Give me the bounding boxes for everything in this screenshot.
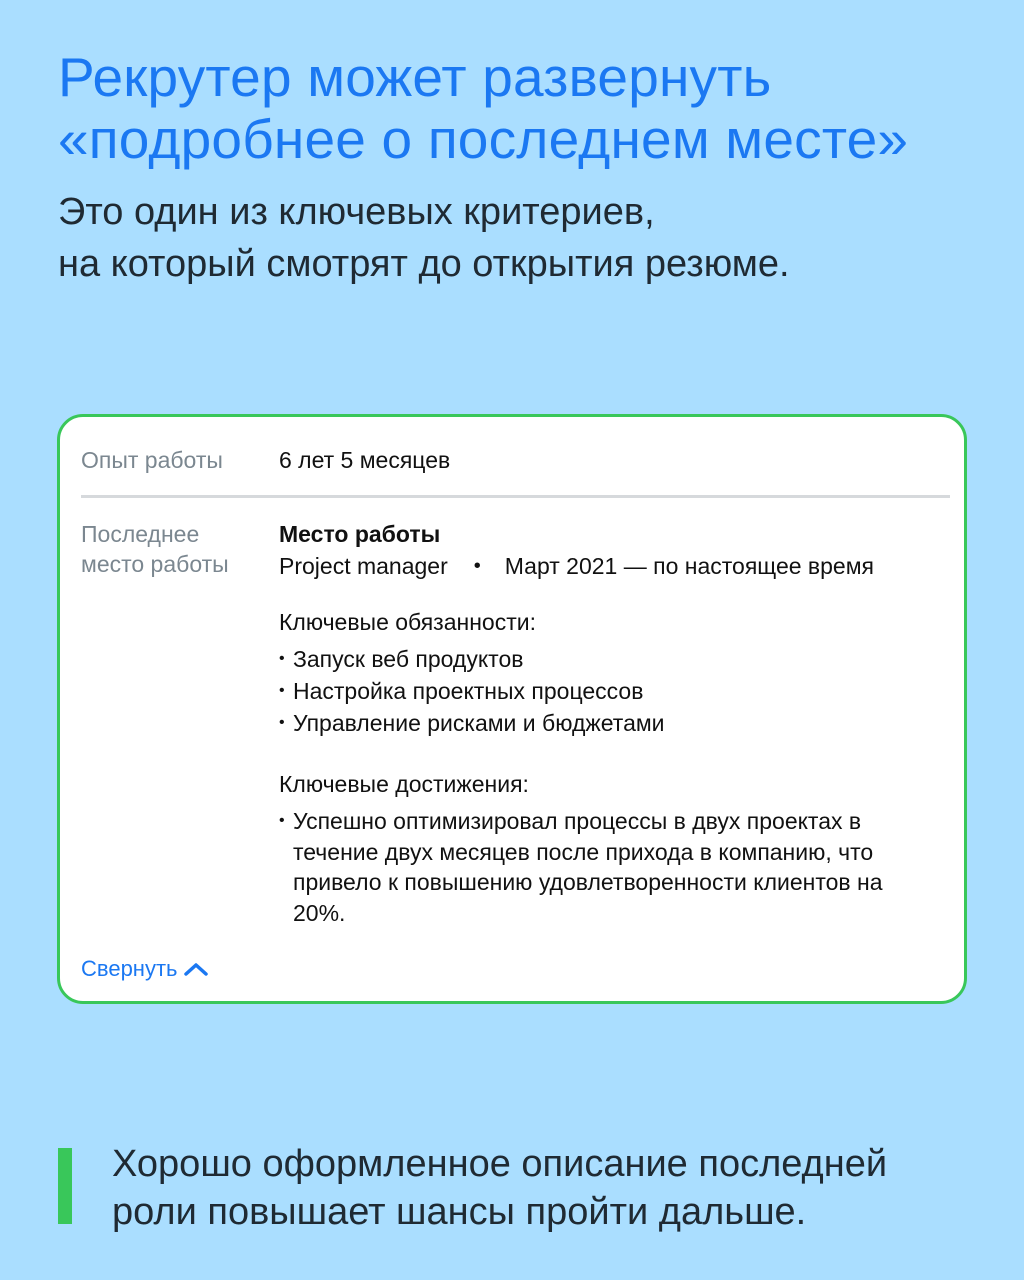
footer-line-1: Хорошо оформленное описание последней [112,1143,888,1185]
subheadline-line-1: Это один из ключевых критериев, [58,191,655,233]
achievements-list [279,806,919,928]
experience-value: 6 лет 5 месяцев [279,447,451,473]
job-title: Место работы [279,521,441,547]
collapse-button[interactable] [81,954,208,984]
job-position: Project manager [279,553,448,579]
subheadline [58,186,978,290]
bullet: • [279,682,285,699]
last-job-label-line-2: место работы [81,551,229,577]
list-item [279,675,665,707]
accent-bar [58,1148,72,1224]
footer-line-2: роли повышает шансы пройти дальше. [112,1191,807,1233]
achievements-heading: Ключевые достижения: [279,771,529,797]
last-job-label [81,519,229,579]
achievement-text: Успешно оптимизировал процессы в двух проектах в течение двух месяцев после прихода в компанию, что привело к повышению удовлетворенности клиентов на 20%. [293,808,883,926]
duty-text: Запуск веб продуктов [293,646,524,672]
experience-label: Опыт работы [81,447,223,473]
job-period: Март 2021 — по настоящее время [504,553,874,579]
divider [81,495,950,498]
duty-text: Настройка проектных процессов [293,678,644,704]
subheadline-line-2: на который смотрят до открытия резюме. [58,243,790,285]
separator-dot: • [473,555,481,577]
collapse-label: Свернуть [81,956,178,981]
headline-line-1: Рекрутер может развернуть [58,46,772,108]
last-job-label-line-1: Последнее [81,521,200,547]
bullet: • [279,650,285,667]
list-item [279,643,665,675]
resume-card [57,414,967,1004]
footer-text [112,1140,992,1236]
headline [58,46,998,170]
chevron-up-icon [184,962,208,976]
list-item [279,806,919,928]
duty-text: Управление рисками и бюджетами [293,710,665,736]
job-meta [279,551,949,581]
duties-list [279,643,665,739]
headline-line-2: «подробнее о последнем месте» [58,108,909,170]
duties-heading: Ключевые обязанности: [279,609,536,635]
bullet: • [279,714,285,731]
bullet: • [279,812,285,829]
list-item [279,707,665,739]
